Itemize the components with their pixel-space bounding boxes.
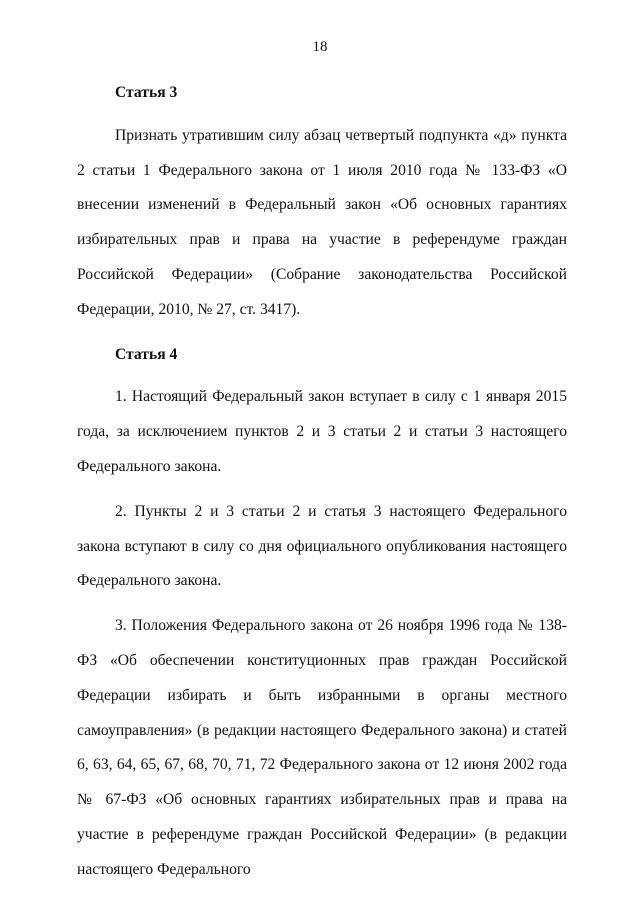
article-3-heading: Статья 3 <box>115 84 178 101</box>
article-4-paragraph-1: 1. Настоящий Федеральный закон вступает в силу с 1 января 2015 года, за исключением пунктов 2 и 3 статьи 2 и статьи 3 настоящего Федерального закона. <box>77 388 567 475</box>
article-3-paragraph: Признать утратившим силу абзац четвертый подпункта «д» пункта 2 статьи 1 Федерального закона от 1 июля 2010 года № 133-ФЗ «О внесении изменений в Федеральный закон «Об основных гарантиях избирательных прав и права на участие в референдуме граждан Российской Федерации» (Собрание законодательства Российской Федерации, 2010, № 27, ст. 3417). <box>77 126 567 318</box>
article-4-paragraph-2: 2. Пункты 2 и 3 статьи 2 и статья 3 настоящего Федерального закона вступают в силу со дня официального опубликования настоящего Федерального закона. <box>77 502 567 590</box>
article-4-paragraph-3: 3. Положения Федерального закона от 26 ноября 1996 года № 138-ФЗ «Об обеспечении конституционных прав граждан Российской Федерации избирать и быть избранными в органы местного самоуправления» (в редакции настоящего Федерального закона) и статей 6, 63, 64, 65, 67, 68, 70, 71, 72 Федерального закона от 12 июня 2002 года № 67-ФЗ «Об основных гарантиях избирательных прав и права на участие в референдуме граждан Российской Федерации» (в редакции настоящего Федерального <box>77 617 567 878</box>
page-number: 18 <box>312 39 328 55</box>
document-body <box>77 76 567 888</box>
article-4-heading: Статья 4 <box>115 345 178 363</box>
